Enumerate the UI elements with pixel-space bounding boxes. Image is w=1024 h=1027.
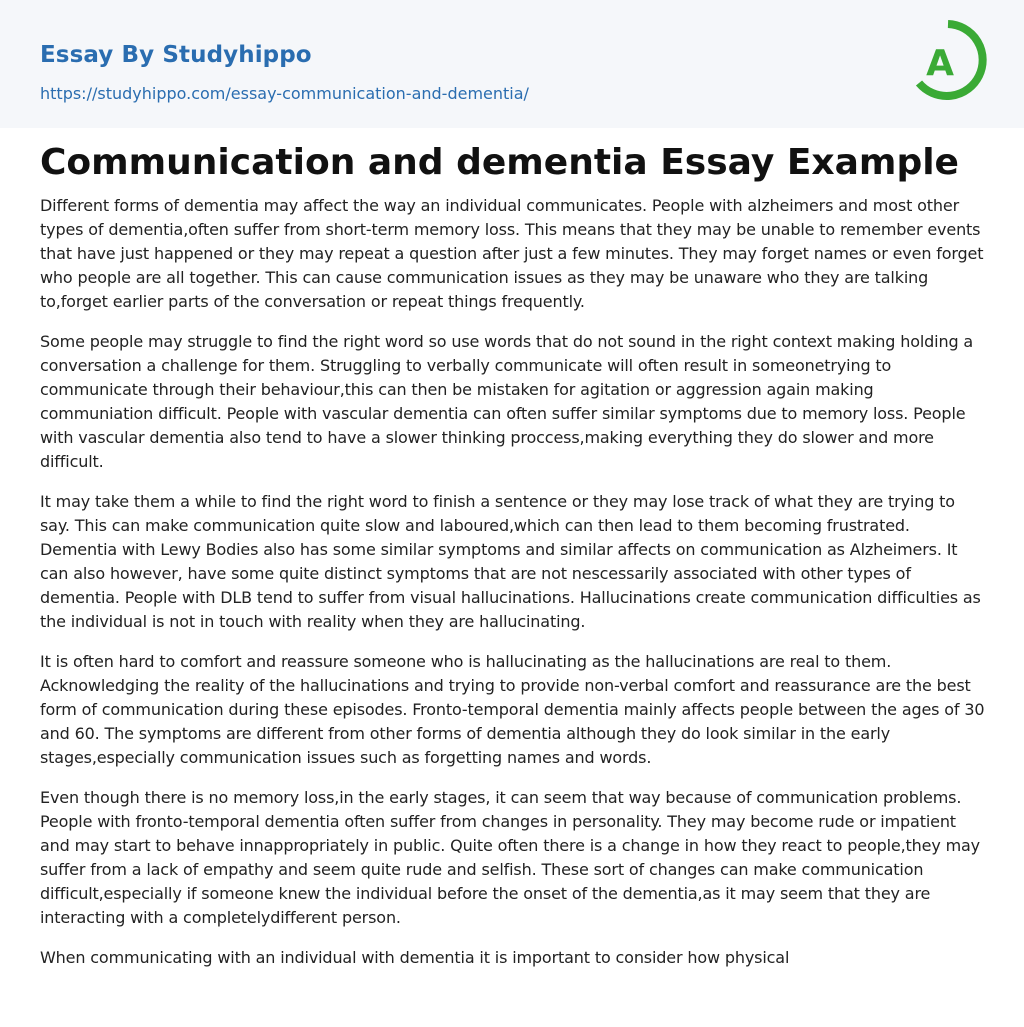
essay-url-link[interactable]: https://studyhippo.com/essay-communication-and-dementia/: [40, 84, 529, 103]
essay-paragraph: When communicating with an individual with dementia it is important to consider how physical: [40, 948, 790, 967]
essay-paragraph: Even though there is no memory loss,in the early stages, it can seem that way because of communication problems. People with fronto-temporal dementia often suffer from changes in personality. They may become rude or impatient and may start to behave innappropriately in public. Quite often there is a change in how they react to people,they may suffer from a lack of empathy and seem quite rude and selfish. These sort of changes can make communication difficult,especially if someone knew the individual before the onset of the dementia,as it may seem that they are interacting with a completelydifferent person.: [40, 788, 980, 927]
essay-paragraph: Different forms of dementia may affect the way an individual communicates. People with alzheimers and most other types of dementia,often suffer from short-term memory loss. This means that they may be unable to remember events that have just happened or they may repeat a question after just a few minutes. They may forget names or even forget who people are all together. This can cause communication issues as they may be unaware who they are talking to,forget earlier parts of the conversation or repeat things frequently.: [40, 196, 984, 311]
essay-body: [40, 194, 986, 986]
site-brand[interactable]: Essay By Studyhippo: [40, 42, 312, 68]
page-title: Communication and dementia Essay Example: [40, 142, 959, 183]
essay-paragraph: Some people may struggle to find the right word so use words that do not sound in the right context making holding a conversation a challenge for them. Struggling to verbally communicate will often result in someonetrying to communicate through their behaviour,this can then be mistaken for agitation or aggression again making communiation difficult. People with vascular dementia can often suffer similar symptoms due to memory loss. People with vascular dementia also tend to have a slower thinking proccess,making everything they do slower and more difficult.: [40, 332, 974, 471]
essay-paragraph: It may take them a while to find the right word to finish a sentence or they may lose track of what they are trying to say. This can make communication quite slow and laboured,which can then lead to them becoming frustrated. Dementia with Lewy Bodies also has some similar symptoms and similar affects on communication as Alzheimers. It can also however, have some quite distinct symptoms that are not nescessarily associated with other types of dementia. People with DLB tend to suffer from visual hallucinations. Hallucinations create communication difficulties as the individual is not in touch with reality when they are hallucinating.: [40, 492, 981, 631]
logo-letter: A: [926, 43, 954, 84]
essay-paragraph: It is often hard to comfort and reassure someone who is hallucinating as the hallucinations are real to them. Acknowledging the reality of the hallucinations and trying to provide non-verbal comfort and reassurance are the best form of communication during these episodes. Fronto-temporal dementia mainly affects people between the ages of 30 and 60. The symptoms are different from other forms of dementia although they do look similar in the early stages,especially communication issues such as forgetting names and words.: [40, 652, 985, 767]
studyhippo-logo-icon[interactable]: [906, 18, 990, 108]
site-header: [0, 0, 1024, 128]
